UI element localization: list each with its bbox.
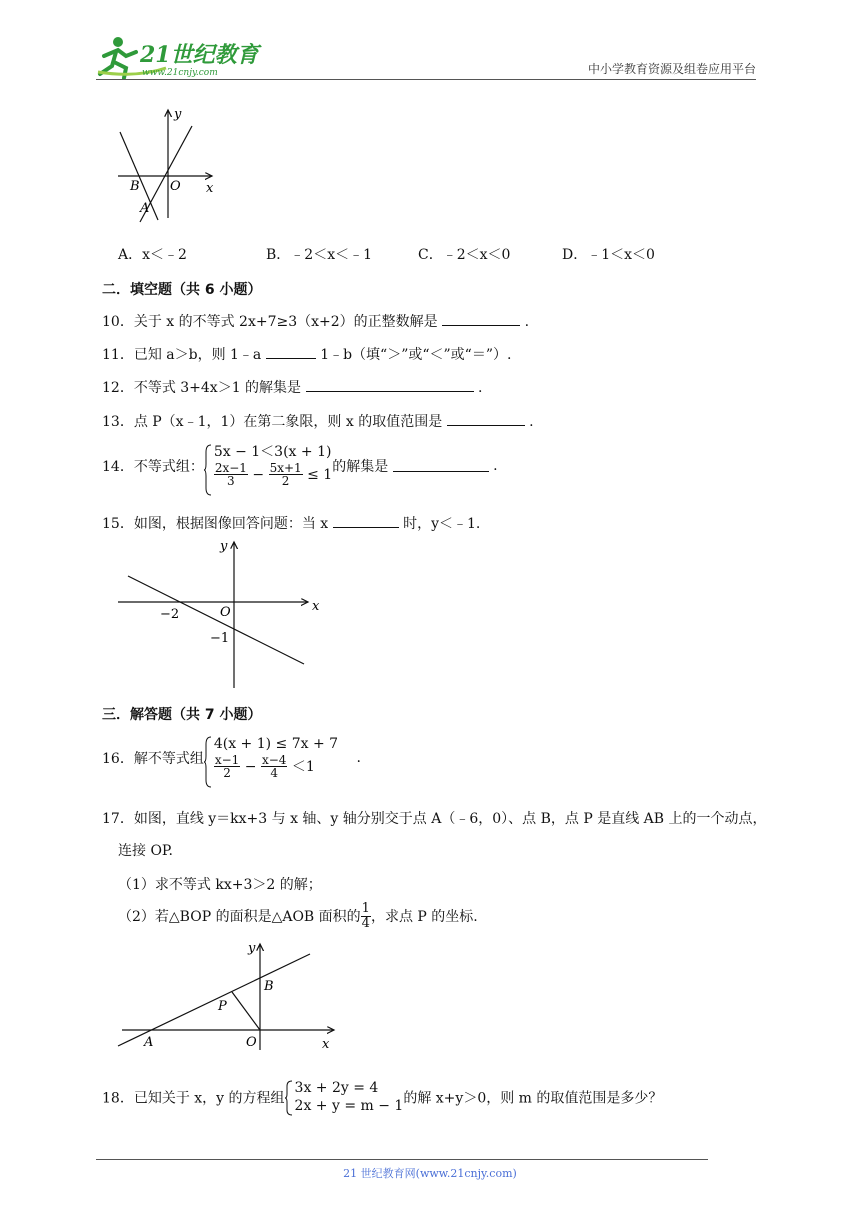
- q17-part2-text: （2）若△BOP 的面积是△AOB 面积的: [118, 909, 361, 926]
- q15-graph: [110, 534, 330, 692]
- q14-frac1-num: 2x−1: [214, 460, 247, 475]
- q16-frac2-den: 4: [270, 766, 278, 781]
- site-name: 中小学教育资源及组卷应用平台: [587, 62, 756, 76]
- section-title-fill-in: 二．填空题（共 6 小题）: [102, 282, 262, 298]
- origin-label: O: [220, 605, 231, 620]
- q14-text: 14．不等式组：: [102, 458, 204, 475]
- q16-frac1: [214, 754, 240, 780]
- q9-option-b: B．﹣2＜x＜﹣1: [266, 247, 372, 263]
- question-11: [102, 344, 511, 364]
- q15-text: 15．如图，根据图像回答问题：当 x: [102, 516, 329, 532]
- q18-row2: 2x + y = m − 1: [294, 1097, 404, 1114]
- origin-label: O: [170, 179, 181, 194]
- q14-frac2: [269, 462, 303, 488]
- question-18: [102, 1080, 662, 1115]
- q12-answer-blank[interactable]: [306, 379, 474, 392]
- q13-text: 13．点 P（x﹣1，1）在第二象限，则 x 的取值范围是: [102, 414, 443, 430]
- q15-text-end: 时，y＜﹣1.: [403, 516, 481, 532]
- point-label-b: B: [130, 179, 140, 194]
- intercept-label-y: −1: [210, 631, 230, 646]
- q9-option-c: C．﹣2＜x＜0: [418, 247, 511, 263]
- q14-frac2-den: 2: [281, 474, 290, 489]
- q14-answer-blank[interactable]: [393, 459, 489, 472]
- q17-part2-text-end: ，求点 P 的坐标.: [370, 909, 478, 926]
- q16-frac1-den: 2: [223, 766, 231, 781]
- q16-inequality-system: [204, 736, 338, 780]
- q14-frac1: [214, 462, 248, 488]
- q9-graph: [112, 104, 232, 224]
- q16-frac2-num: x−4: [261, 752, 287, 767]
- q14-tail: ≤ 1: [307, 466, 333, 483]
- q16-end: .: [356, 749, 361, 766]
- q16-row1: 4(x + 1) ≤ 7x + 7: [213, 736, 339, 752]
- q18-text-end: 的解 x+y＞0，则 m 的取值范围是多少？: [403, 1090, 663, 1107]
- question-17-line1: 17．如图，直线 y＝kx+3 与 x 轴、y 轴分别交于点 A（﹣6，0）、点 B，点 P 是直线 AB 上的一个动点，: [102, 811, 767, 827]
- point-label-a: A: [144, 1035, 154, 1050]
- question-13: [102, 411, 534, 431]
- q11-text: 11．已知 a＞b，则 1﹣a: [102, 347, 262, 363]
- q16-row2: [214, 754, 338, 780]
- q9-option-a: A．x＜﹣2: [118, 247, 187, 263]
- logo-url: www.21cnjy.com: [142, 68, 218, 78]
- q11-answer-blank[interactable]: [266, 346, 316, 359]
- q17-graph: [112, 938, 344, 1054]
- q12-text: 12．不等式 3+4x＞1 的解集是: [102, 380, 302, 396]
- q10-answer-blank[interactable]: [442, 313, 520, 326]
- point-label-b: B: [264, 979, 274, 994]
- line-ab: [118, 954, 310, 1046]
- q14-inequality-system: [204, 444, 332, 488]
- q17-fraction: [361, 902, 371, 930]
- q14-frac2-num: 5x+1: [269, 460, 302, 475]
- footer-divider: [96, 1159, 708, 1160]
- q14-row1: 5x − 1＜3(x + 1): [213, 444, 332, 460]
- header-divider: [96, 79, 756, 80]
- question-17-line2: 连接 OP.: [118, 843, 173, 859]
- question-14: [102, 444, 498, 488]
- graph-line: [128, 576, 304, 664]
- axis-label-x: x: [322, 1037, 330, 1052]
- segment-op: [232, 992, 260, 1030]
- question-10: [102, 311, 529, 331]
- question-15: [102, 513, 480, 533]
- q13-end: .: [529, 414, 534, 430]
- q14-end: .: [493, 457, 498, 474]
- q9-option-d: D．﹣1＜x＜0: [562, 247, 655, 263]
- q12-end: .: [477, 380, 483, 396]
- q14-frac1-den: 3: [227, 474, 235, 489]
- point-label-p: P: [218, 999, 227, 1014]
- question-16: [102, 736, 361, 780]
- axis-label-x: x: [312, 599, 320, 614]
- footer-text: 21 世纪教育网(www.21cnjy.com): [343, 1167, 517, 1180]
- section-title-answer: 三．解答题（共 7 小题）: [102, 707, 262, 723]
- q16-frac2: [261, 754, 287, 780]
- q16-text: 16．解不等式组: [102, 750, 204, 767]
- q10-text: 10．关于 x 的不等式 2x+7≥3（x+2）的正整数解是: [102, 314, 438, 330]
- q16-minus: −: [244, 758, 257, 775]
- origin-label: O: [246, 1035, 257, 1050]
- q18-text: 18．已知关于 x，y 的方程组: [102, 1090, 285, 1107]
- intercept-label-x: −2: [160, 607, 180, 622]
- q11-text-end: 1﹣b（填“＞”或“＜”或“＝”）.: [320, 347, 512, 363]
- question-17-part1: （1）求不等式 kx+3＞2 的解；: [118, 877, 322, 893]
- q13-answer-blank[interactable]: [447, 413, 525, 426]
- q18-row1: 3x + 2y = 4: [294, 1080, 379, 1096]
- logo-text: 21世纪教育: [140, 42, 259, 68]
- q10-end: .: [524, 314, 530, 330]
- axis-label-y: y: [174, 107, 182, 122]
- q16-frac1-num: x−1: [214, 752, 240, 767]
- question-17-part2: [118, 902, 478, 930]
- axis-label-y: y: [220, 539, 228, 554]
- q15-answer-blank[interactable]: [333, 515, 399, 528]
- q17-fraction-den: 4: [361, 915, 370, 931]
- q14-minus: −: [252, 466, 265, 483]
- q14-text-after: 的解集是: [332, 458, 389, 475]
- axis-label-x: x: [206, 181, 214, 196]
- q18-equation-system: [285, 1080, 404, 1115]
- axis-label-y: y: [248, 941, 256, 956]
- q17-fraction-num: 1: [361, 901, 370, 916]
- point-label-a: A: [140, 201, 150, 216]
- question-12: [102, 377, 482, 397]
- site-logo: [96, 34, 266, 80]
- q14-row2: [214, 462, 332, 488]
- q16-tail: ＜1: [291, 758, 315, 775]
